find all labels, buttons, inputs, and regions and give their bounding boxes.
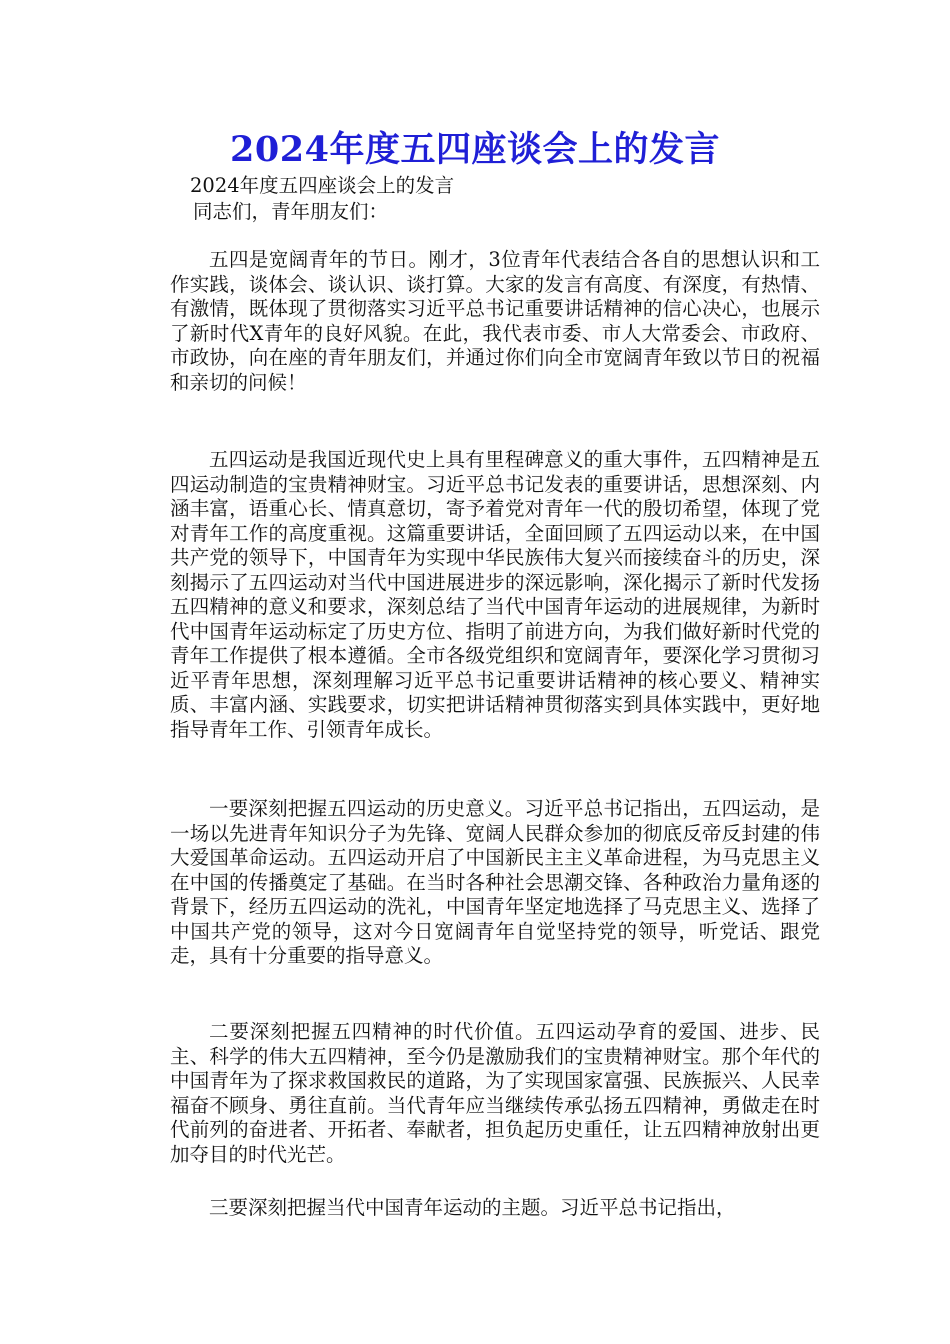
paragraph-2: 五四运动是我国近现代史上具有里程碑意义的重大事件，五四精神是五四运动制造的宝贵精神财宝。习近平总书记发表的重要讲话，思想深刻、内涵丰富，语重心长、情真意切，寄予着党对青年一代的殷切希望，体现了党对青年工作的高度重视。这篇重要讲话，全面回顾了五四运动以来，在中国共产党的领导下，中国青年为实现中华民族伟大复兴而接续奋斗的历史，深刻揭示了五四运动对当代中国进展进步的深远影响，深化揭示了新时代发扬五四精神的意义和要求，深刻总结了当代中国青年运动的进展规律，为新时代中国青年运动标定了历史方位、指明了前进方向，为我们做好新时代党的青年工作提供了根本遵循。全市各级党组织和宽阔青年，要深化学习贯彻习近平青年思想，深刻理解习近平总书记重要讲话精神的核心要义、精神实质、丰富内涵、实践要求，切实把讲话精神贯彻落实到具体实践中，更好地指导青年工作、引领青年成长。 <box>170 448 820 741</box>
paragraph-5: 三要深刻把握当代中国青年运动的主题。习近平总书记指出， <box>209 1196 736 1219</box>
document-subtitle: 2024年度五四座谈会上的发言 <box>190 174 455 197</box>
document-title: 2024年度五四座谈会上的发言 <box>230 129 720 170</box>
greeting-line: 同志们，青年朋友们： <box>193 200 389 223</box>
paragraph-3: 一要深刻把握五四运动的历史意义。习近平总书记指出，五四运动，是一场以先进青年知识分子为先锋、宽阔人民群众参加的彻底反帝反封建的伟大爱国革命运动。五四运动开启了中国新民主主义革命进程，为马克思主义在中国的传播奠定了基础。在当时各种社会思潮交锋、各种政治力量角逐的背景下，经历五四运动的洗礼，中国青年坚定地选择了马克思主义、选择了中国共产党的领导，这对今日宽阔青年自觉坚持党的领导，听党话、跟党走，具有十分重要的指导意义。 <box>170 797 820 967</box>
paragraph-4: 二要深刻把握五四精神的时代价值。五四运动孕育的爱国、进步、民主、科学的伟大五四精神，至今仍是激励我们的宝贵精神财宝。那个年代的中国青年为了探求救国救民的道路，为了实现国家富强、民族振兴、人民幸福奋不顾身、勇往直前。当代青年应当继续传承弘扬五四精神，勇做走在时代前列的奋进者、开拓者、奉献者，担负起历史重任，让五四精神放射出更加夺目的时代光芒。 <box>170 1020 820 1166</box>
paragraph-1: 五四是宽阔青年的节日。刚才，3位青年代表结合各自的思想认识和工作实践，谈体会、谈认识、谈打算。大家的发言有高度、有深度，有热情、有激情，既体现了贯彻落实习近平总书记重要讲话精神的信心决心，也展示了新时代X青年的良好风貌。在此，我代表市委、市人大常委会、市政府、市政协，向在座的青年朋友们，并通过你们向全市宽阔青年致以节日的祝福和亲切的问候！ <box>170 248 820 394</box>
